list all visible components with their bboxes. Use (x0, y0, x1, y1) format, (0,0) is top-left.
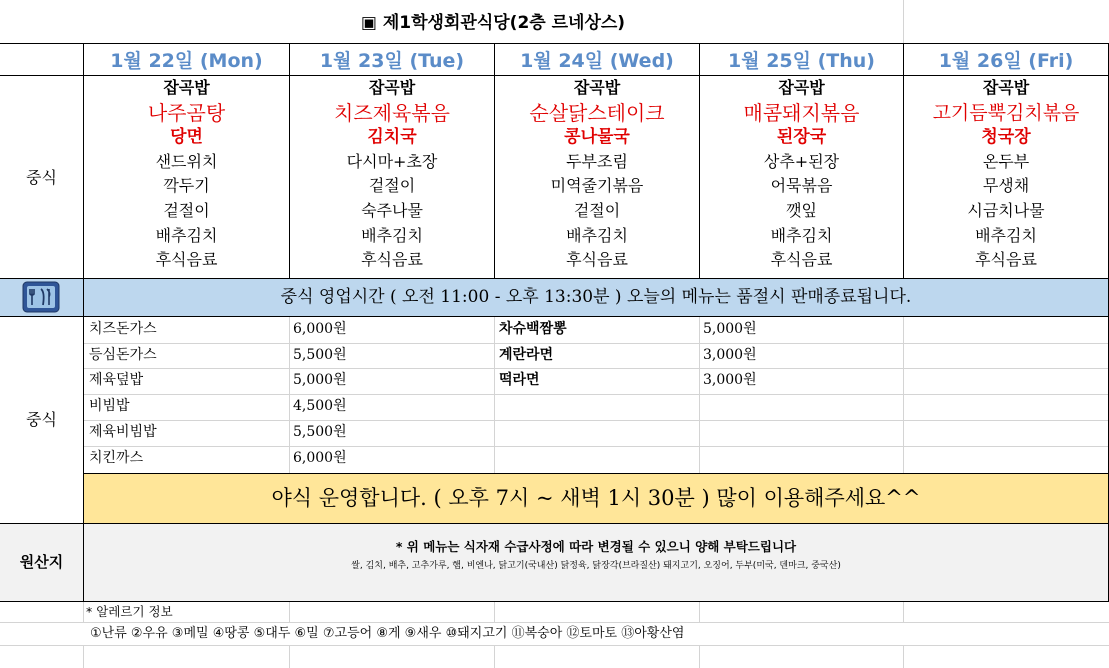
day-header-mon: 1월 22일 (Mon) (110, 50, 263, 72)
origin-detail: 쌀, 김치, 배추, 고추가루, 햄, 비엔나, 닭고기(국내산) 닭정육, 닭장각(브라질산) 돼지고기, 오징어, 두부(미국, 덴마크, 중국산) (351, 561, 841, 571)
menu-side: 후식음료 (770, 250, 833, 270)
alacarte-item-name: 계란라면 (499, 347, 554, 363)
menu-side: 겉절이 (573, 200, 621, 220)
alacarte-item-name: 치즈돈가스 (89, 321, 157, 337)
alacarte-item-price: 6,000원 (293, 450, 347, 466)
alacarte-item-price: 3,000원 (703, 372, 757, 388)
menu-side: 배추김치 (770, 225, 833, 245)
allergy-list: ①난류 ②우유 ③메밀 ④땅콩 ⑤대두 ⑥밀 ⑦고등어 ⑧게 ⑨새우 ⑩돼지고기 ⑪복숭아 ⑫토마토 ⑬아황산염 (90, 626, 685, 641)
menu-soup: 당면 (170, 127, 203, 148)
menu-side: 후식음료 (155, 250, 218, 270)
menu-main: 고기듬뿍김치볶음 (932, 101, 1080, 124)
menu-side: 시금치나물 (967, 200, 1045, 220)
alacarte-item-name: 치킨까스 (89, 450, 144, 466)
menu-side: 겉절이 (163, 200, 210, 220)
menu-side: 숙주나물 (361, 200, 423, 220)
alacarte-item-price: 4,500원 (293, 398, 347, 414)
menu-side: 후식음료 (566, 250, 628, 270)
alacarte-item-price: 5,000원 (703, 321, 757, 337)
alacarte-item-name: 비빔밥 (89, 398, 130, 414)
alacarte-item-price: 3,000원 (703, 347, 757, 363)
menu-soup: 김치국 (367, 127, 417, 148)
menu-rice: 잡곡밥 (778, 78, 825, 97)
menu-side: 깍두기 (163, 176, 210, 196)
menu-main: 매콤돼지볶음 (743, 100, 860, 125)
alacarte-item-price: 5,000원 (293, 372, 347, 388)
menu-side: 온두부 (982, 151, 1030, 171)
restaurant-icon (21, 280, 61, 314)
menu-side: 깻잎 (786, 200, 817, 220)
origin-notice: * 위 메뉴는 식자재 수급사정에 따라 변경될 수 있으니 양해 부탁드립니다 (395, 539, 797, 554)
day-header-fri: 1월 26일 (Fri) (938, 50, 1074, 72)
lunch-hours-notice: 중식 영업시간 ( 오전 11:00 - 오후 13:30분 ) 오늘의 메뉴는 품절시 판매종료됩니다. (280, 287, 912, 307)
night-service-banner: 야식 운영합니다. ( 오후 7시 ~ 새벽 1시 30분 ) 많이 이용해주세요^^ (271, 486, 921, 510)
day-header-wed: 1월 24일 (Wed) (520, 50, 674, 72)
alacarte-item-name: 차슈백짬뽕 (499, 321, 567, 337)
menu-side: 겉절이 (368, 176, 416, 196)
menu-main: 치즈제육볶음 (334, 100, 450, 125)
allergy-title: * 알레르기 정보 (86, 604, 173, 619)
menu-side: 배추김치 (975, 225, 1037, 245)
menu-rice: 잡곡밥 (982, 78, 1030, 97)
menu-rice: 잡곡밥 (163, 78, 210, 97)
menu-main: 순살닭스테이크 (529, 100, 665, 125)
menu-side: 후식음료 (361, 250, 423, 270)
origin-label: 원산지 (19, 553, 64, 571)
day-header-thu: 1월 25일 (Thu) (728, 50, 875, 72)
menu-soup: 청국장 (981, 127, 1031, 148)
menu-side: 다시마+초장 (346, 151, 438, 171)
alacarte-item-price: 5,500원 (293, 424, 347, 440)
alacarte-label: 중식 (26, 410, 57, 429)
lunch-label: 중식 (26, 168, 57, 187)
menu-side: 어묵볶음 (770, 176, 833, 196)
menu-side: 두부조림 (566, 151, 628, 171)
menu-column-fri (904, 76, 1108, 273)
alacarte-item-name: 제육비빔밥 (89, 424, 157, 440)
menu-side: 후식음료 (975, 250, 1037, 270)
menu-column-mon (84, 76, 289, 273)
alacarte-item-name: 등심돈가스 (89, 347, 157, 363)
menu-side: 배추김치 (361, 225, 423, 245)
alacarte-item-name: 제육덮밥 (89, 372, 144, 388)
alacarte-item-price: 6,000원 (293, 321, 347, 337)
menu-rice: 잡곡밥 (573, 78, 621, 97)
menu-side: 상추+된장 (763, 151, 840, 171)
menu-side: 샌드위치 (155, 151, 218, 171)
menu-column-wed (495, 76, 699, 273)
menu-column-tue (290, 76, 494, 273)
menu-side: 배추김치 (566, 225, 628, 245)
menu-soup: 콩나물국 (564, 127, 630, 148)
menu-main: 나주곰탕 (147, 100, 226, 125)
page-title: ▣ 제1학생회관식당(2층 르네상스) (360, 13, 626, 33)
menu-soup: 된장국 (776, 127, 827, 148)
menu-side: 미역줄기볶음 (550, 176, 644, 196)
menu-side: 무생채 (982, 176, 1030, 196)
menu-column-thu (700, 76, 903, 273)
alacarte-item-name: 떡라면 (499, 372, 540, 388)
day-header-tue: 1월 23일 (Tue) (319, 50, 465, 72)
menu-rice: 잡곡밥 (368, 78, 416, 97)
alacarte-item-price: 5,500원 (293, 347, 347, 363)
menu-side: 배추김치 (155, 225, 218, 245)
